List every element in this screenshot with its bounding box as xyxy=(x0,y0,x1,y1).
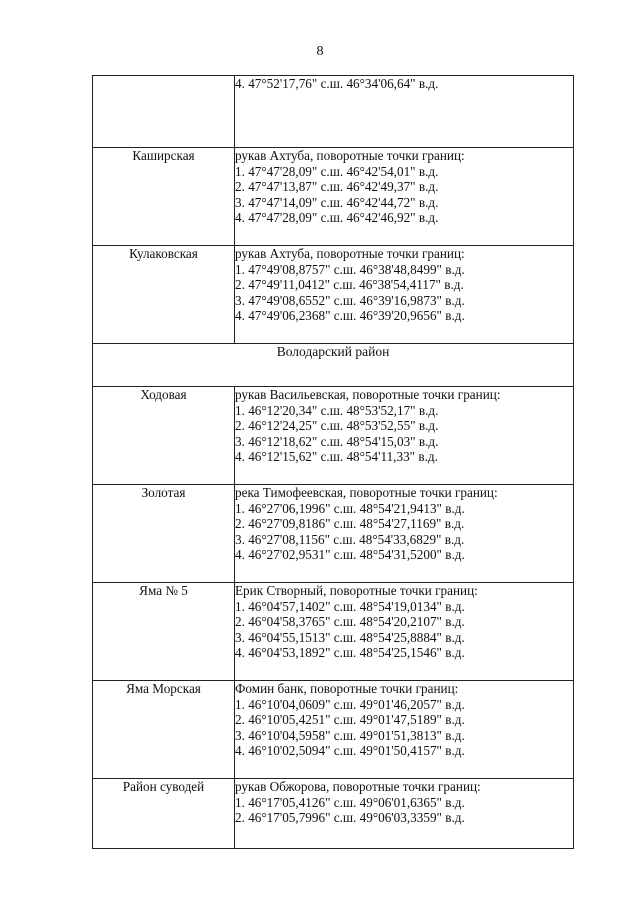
site-name-cell: Каширская xyxy=(93,148,235,246)
coordinate-line: 2. 46°04'58,3765" с.ш. 48°54'20,2107" в.д. xyxy=(235,614,465,630)
coordinate-line: 1. 46°12'20,34" с.ш. 48°53'52,17" в.д. xyxy=(235,402,439,418)
coordinate-line: 2. 47°49'11,0412" с.ш. 46°38'54,4117" в.д. xyxy=(235,277,464,293)
site-name-cell: Яма Морская xyxy=(93,681,235,779)
boundary-description-cell xyxy=(235,387,574,485)
coordinate-line: 3. 46°27'08,1156" с.ш. 48°54'33,6829" в.д. xyxy=(235,531,465,547)
coordinate-line: 1. 46°10'04,0609" с.ш. 49°01'46,2057" в.д. xyxy=(235,696,465,712)
coordinate-line: 2. 46°27'09,8186" с.ш. 48°54'27,1169" в.д. xyxy=(235,516,465,532)
coordinates-table xyxy=(92,75,574,849)
table-row xyxy=(93,485,574,583)
section-heading: Володарский район xyxy=(93,344,574,387)
boundary-description-cell xyxy=(235,76,574,148)
coordinate-line: 1. 46°17'05,4126" с.ш. 49°06'01,6365" в.д. xyxy=(235,794,465,810)
table-row xyxy=(93,387,574,485)
coordinate-line: 1. 47°47'28,09" с.ш. 46°42'54,01" в.д. xyxy=(235,163,439,179)
table-body xyxy=(93,76,574,849)
table-row xyxy=(93,779,574,849)
site-name-cell xyxy=(93,76,235,148)
boundary-description-cell xyxy=(235,779,574,849)
coordinate-line: 2. 46°10'05,4251" с.ш. 49°01'47,5189" в.д. xyxy=(235,712,465,728)
page-number: 8 xyxy=(316,44,324,59)
boundary-description-line: рукав Васильевская, поворотные точки границ: xyxy=(235,387,501,402)
coordinate-line: 2. 47°47'13,87" с.ш. 46°42'49,37" в.д. xyxy=(235,179,439,195)
coordinate-line: 3. 47°47'14,09" с.ш. 46°42'44,72" в.д. xyxy=(235,194,439,210)
table-row xyxy=(93,583,574,681)
coordinate-line: 4. 47°52'17,76" с.ш. 46°34'06,64" в.д. xyxy=(235,76,439,91)
coordinate-line: 4. 47°49'06,2368" с.ш. 46°39'20,9656" в.д. xyxy=(235,308,465,324)
boundary-description-line: Ерик Створный, поворотные точки границ: xyxy=(235,583,478,598)
coordinate-line: 4. 46°12'15,62" с.ш. 48°54'11,33" в.д. xyxy=(235,449,438,465)
coordinate-line: 3. 46°04'55,1513" с.ш. 48°54'25,8884" в.д. xyxy=(235,629,465,645)
boundary-description-line: рукав Ахтуба, поворотные точки границ: xyxy=(235,148,465,163)
coordinate-line: 2. 46°17'05,7996" с.ш. 49°06'03,3359" в.д. xyxy=(235,810,465,826)
boundary-description-cell xyxy=(235,681,574,779)
table-row xyxy=(93,681,574,779)
site-name-cell: Кулаковская xyxy=(93,246,235,344)
boundary-description-cell xyxy=(235,583,574,681)
coordinate-line: 1. 47°49'08,8757" с.ш. 46°38'48,8499" в.д. xyxy=(235,261,465,277)
site-name-cell: Район суводей xyxy=(93,779,235,849)
coordinate-line: 3. 46°12'18,62" с.ш. 48°54'15,03" в.д. xyxy=(235,433,439,449)
coordinate-line: 3. 47°49'08,6552" с.ш. 46°39'16,9873" в.д. xyxy=(235,292,465,308)
coordinate-line: 3. 46°10'04,5958" с.ш. 49°01'51,3813" в.д. xyxy=(235,727,465,743)
coordinate-line: 4. 46°04'53,1892" с.ш. 48°54'25,1546" в.д. xyxy=(235,645,465,661)
coordinate-line: 4. 47°47'28,09" с.ш. 46°42'46,92" в.д. xyxy=(235,210,439,226)
coordinate-line: 1. 46°27'06,1996" с.ш. 48°54'21,9413" в.д. xyxy=(235,500,465,516)
section-row xyxy=(93,344,574,387)
coordinate-line: 1. 46°04'57,1402" с.ш. 48°54'19,0134" в.д. xyxy=(235,598,465,614)
site-name-cell: Ходовая xyxy=(93,387,235,485)
boundary-description-cell xyxy=(235,148,574,246)
coordinate-line: 4. 46°10'02,5094" с.ш. 49°01'50,4157" в.д. xyxy=(235,743,465,759)
boundary-description-line: рукав Обжорова, поворотные точки границ: xyxy=(235,779,481,794)
site-name-cell: Золотая xyxy=(93,485,235,583)
table-row xyxy=(93,148,574,246)
table-row xyxy=(93,76,574,148)
site-name-cell: Яма № 5 xyxy=(93,583,235,681)
boundary-description-line: рукав Ахтуба, поворотные точки границ: xyxy=(235,246,465,261)
boundary-description-line: река Тимофеевская, поворотные точки границ: xyxy=(235,485,498,500)
table-row xyxy=(93,246,574,344)
boundary-description-line: Фомин банк, поворотные точки границ: xyxy=(235,681,459,696)
coordinate-line: 4. 46°27'02,9531" с.ш. 48°54'31,5200" в.д. xyxy=(235,547,465,563)
boundary-description-cell xyxy=(235,485,574,583)
coordinate-line: 2. 46°12'24,25" с.ш. 48°53'52,55" в.д. xyxy=(235,418,439,434)
boundary-description-cell xyxy=(235,246,574,344)
